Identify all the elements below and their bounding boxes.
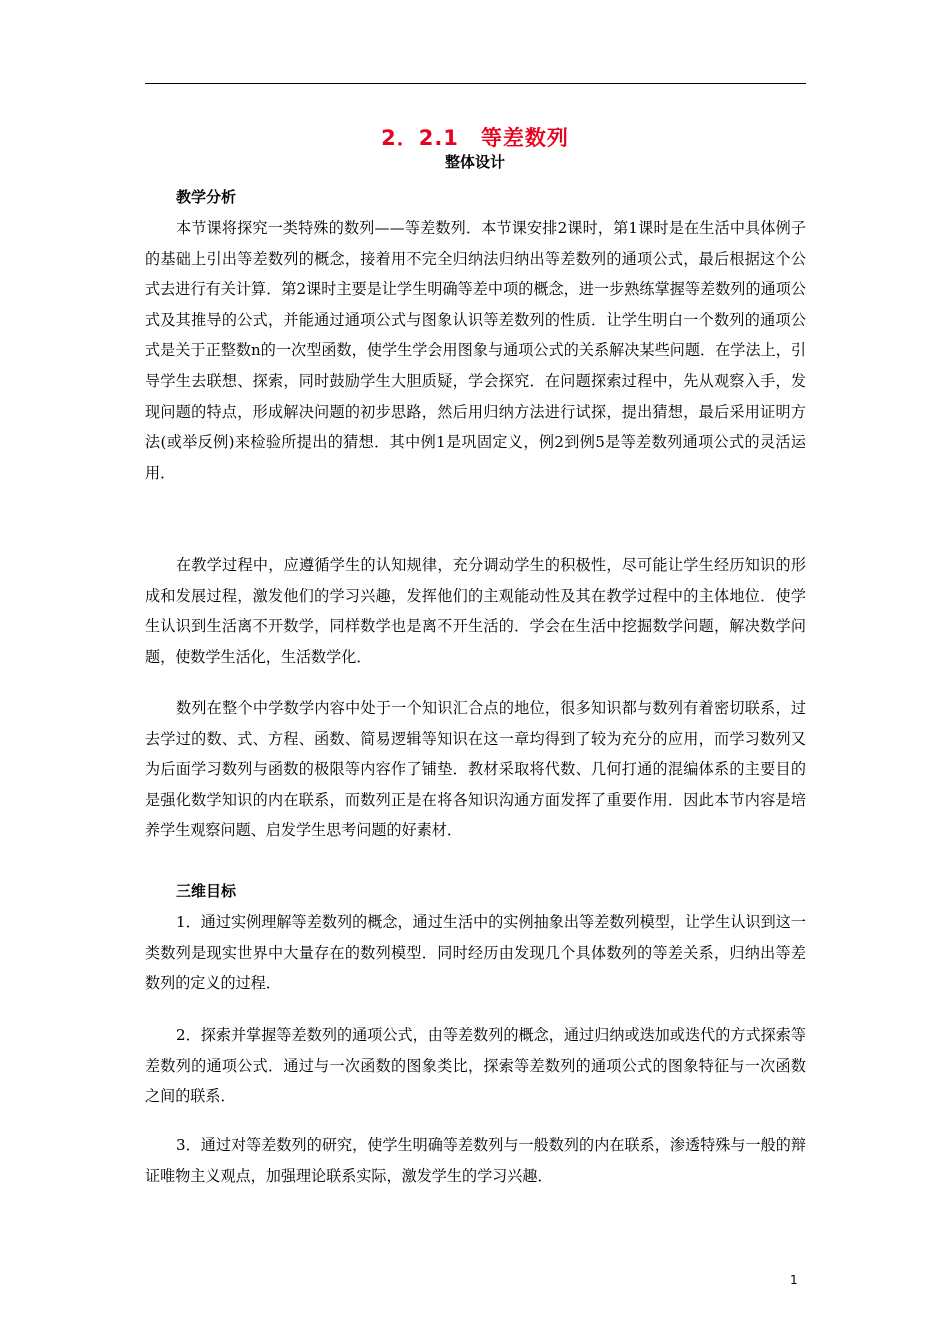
paragraph: 数列在整个中学数学内容中处于一个知识汇合点的地位，很多知识都与数列有着密切联系，过去学过的数、式、方程、函数、简易逻辑等知识在这一章均得到了较为充分的应用，而学习数列又为后面学习数列与函数的极限等内容作了铺垫．教材采取将代数、几何打通的混编体系的主要目的是强化数学知识的内在联系，而数列正是在将各知识沟通方面发挥了重要作用．因此本节内容是培养学生观察问题、启发学生思考问题的好素材． bbox=[145, 699, 806, 840]
header-rule bbox=[145, 83, 806, 84]
paragraph: 1．通过实例理解等差数列的概念，通过生活中的实例抽象出等差数列模型，让学生认识到这一类数列是现实世界中大量存在的数列模型．同时经历由发现几个具体数列的等差关系，归纳出等差数列的定义的过程． bbox=[145, 913, 806, 993]
page-number: 1 bbox=[790, 1273, 798, 1287]
paragraph: 本节课将探究一类特殊的数列——等差数列．本节课安排2课时，第1课时是在生活中具体例子的基础上引出等差数列的概念，接着用不完全归纳法归纳出等差数列的通项公式，最后根据这个公式去进行有关计算．第2课时主要是让学生明确等差中项的概念，进一步熟练掌握等差数列的通项公式及其推导的公式，并能通过通项公式与图象认识等差数列的性质．让学生明白一个数列的通项公式是关于正整数n的一次型函数，使学生学会用图象与通项公式的关系解决某些问题．在学法上，引导学生去联想、探索，同时鼓励学生大胆质疑，学会探究．在问题探索过程中，先从观察入手，发现问题的特点，形成解决问题的初步思路，然后用归纳方法进行试探，提出猜想，最后采用证明方法(或举反例)来检验所提出的猜想．其中例1是巩固定义，例2到例5是等差数列通项公式的灵活运用． bbox=[145, 219, 806, 482]
paragraph: 3．通过对等差数列的研究，使学生明确等差数列与一般数列的内在联系，渗透特殊与一般的辩证唯物主义观点，加强理论联系实际，激发学生的学习兴趣． bbox=[145, 1136, 806, 1185]
document-title: 2．2.1 等差数列 bbox=[381, 126, 569, 150]
document-subtitle: 整体设计 bbox=[444, 153, 505, 171]
section-heading-analysis: 教学分析 bbox=[176, 188, 237, 206]
paragraph: 2．探索并掌握等差数列的通项公式，由等差数列的概念，通过归纳或迭加或迭代的方式探索等差数列的通项公式．通过与一次函数的图象类比，探索等差数列的通项公式的图象特征与一次函数之间的联系． bbox=[145, 1026, 806, 1106]
section-heading-goals: 三维目标 bbox=[176, 882, 237, 900]
paragraph: 在教学过程中，应遵循学生的认知规律，充分调动学生的积极性，尽可能让学生经历知识的形成和发展过程，激发他们的学习兴趣，发挥他们的主观能动性及其在教学过程中的主体地位．使学生认识到生活离不开数学，同样数学也是离不开生活的．学会在生活中挖掘数学问题，解决数学问题，使数学生活化，生活数学化． bbox=[145, 556, 806, 666]
